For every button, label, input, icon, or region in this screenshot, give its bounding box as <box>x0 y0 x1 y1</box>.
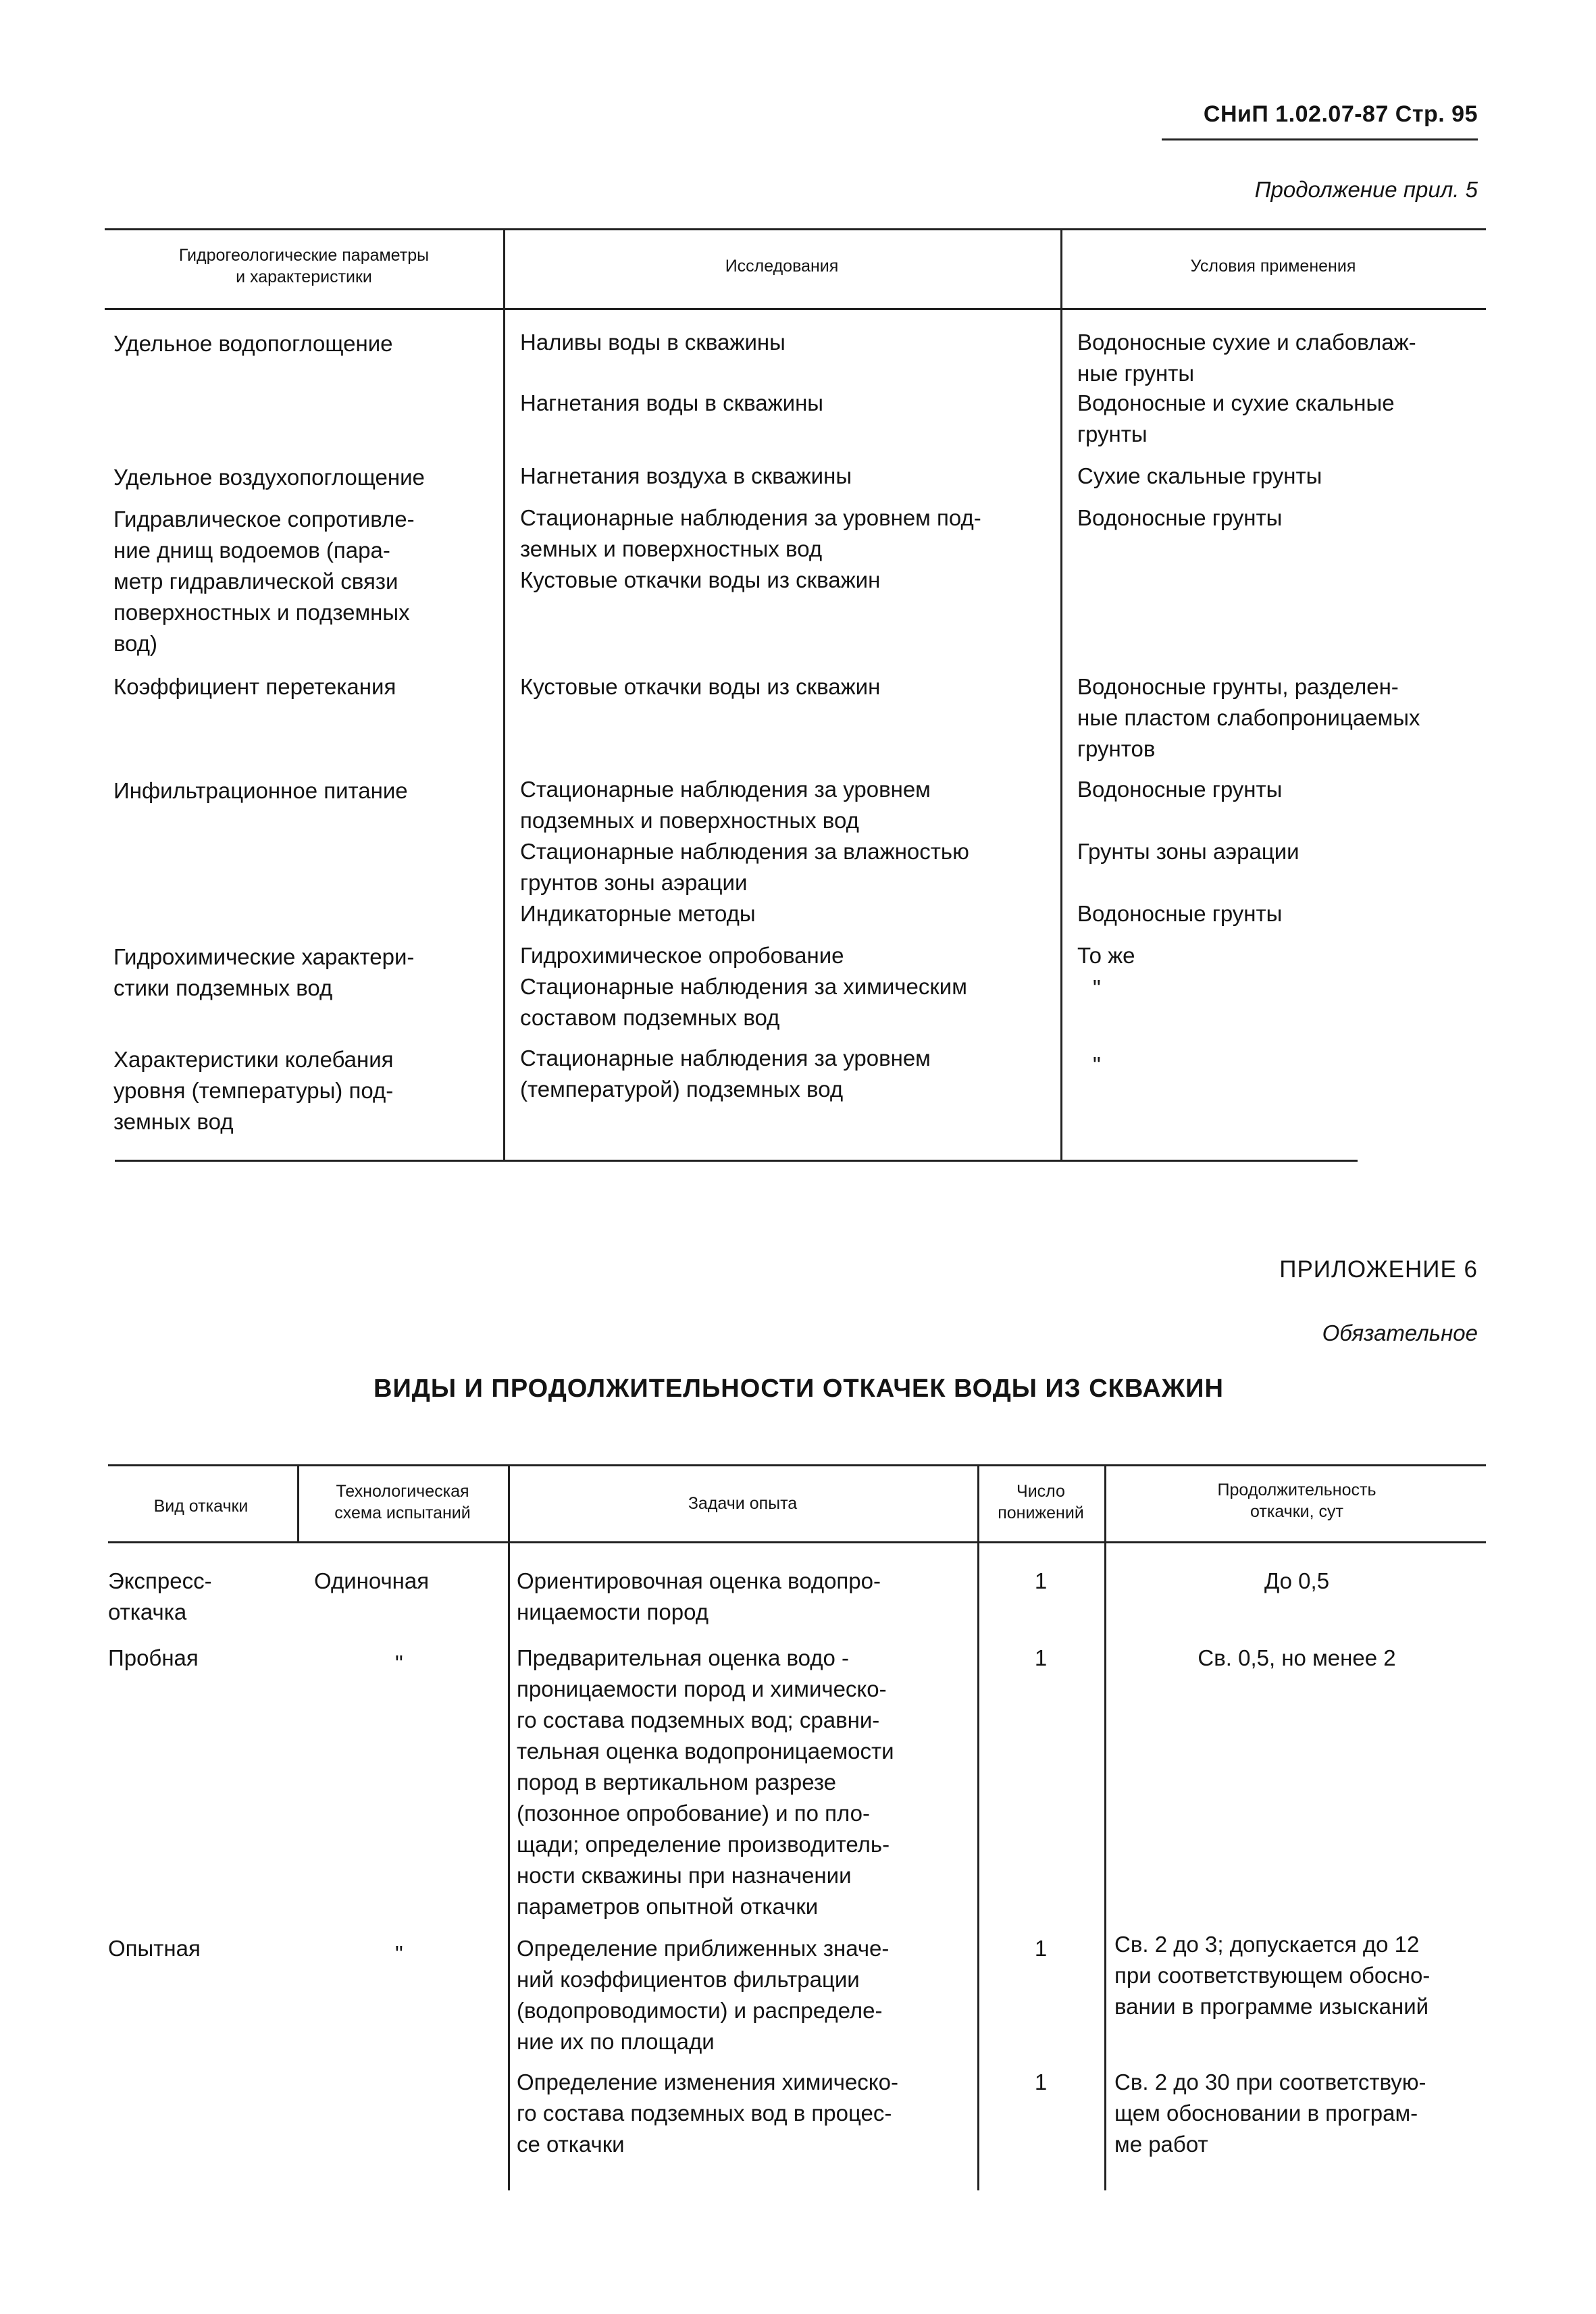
table-cell-kind: Экспресс- откачка <box>108 1568 212 1624</box>
table-cell-count: 1 <box>1034 1568 1048 1593</box>
table-cell-research: Гидрохимическое опробование <box>520 943 844 968</box>
column-header: Задачи опыта <box>688 1494 798 1513</box>
table-cell-conditions: Водоносные грунты <box>1077 505 1283 530</box>
table-bottom-border <box>115 1160 1358 1162</box>
appendix-status: Обязательное <box>1322 1320 1478 1345</box>
table-cell-conditions: " <box>1093 975 1101 1000</box>
table-cell-scheme: " <box>395 1651 403 1676</box>
table-cell-research: Стационарные наблюдения за уровнем под- земных и поверхностных вод <box>520 505 981 561</box>
table-cell-scheme: Одиночная <box>314 1568 430 1593</box>
column-header: Число понижений <box>998 1482 1084 1522</box>
column-header: Условия применения <box>1190 257 1356 276</box>
table-cell-param: Гидравлическое сопротивле- ние днищ водоемов (пара- метр гидравлической связи поверхностных и подземных вод) <box>113 507 415 656</box>
table-cell-conditions: То же <box>1077 943 1135 968</box>
table-cell-param: Удельное водопоглощение <box>113 331 393 356</box>
column-header: Гидрогеологические параметры и характеристики <box>178 246 430 286</box>
column-divider <box>1060 228 1062 1160</box>
document-reference: СНиП 1.02.07-87 Стр. 95 <box>1203 101 1478 127</box>
table-cell-conditions: Водоносные грунты, разделен- ные пластом слабопроницаемых грунтов <box>1077 674 1420 761</box>
header-rule <box>1162 138 1478 140</box>
table-cell-conditions: Водоносные и сухие скальные грунты <box>1077 390 1395 446</box>
table-cell-research: Стационарные наблюдения за химическим составом подземных вод <box>520 974 967 1030</box>
column-divider <box>977 1464 979 2190</box>
table-cell-conditions: " <box>1093 1052 1101 1077</box>
table-cell-research: Стационарные наблюдения за влажностью грунтов зоны аэрации <box>520 839 969 895</box>
column-header: Вид откачки <box>153 1497 249 1516</box>
column-header: Технологическая схема испытаний <box>334 1482 471 1522</box>
table-cell-conditions: Грунты зоны аэрации <box>1077 839 1299 864</box>
column-divider <box>1104 1464 1106 2190</box>
table-cell-param: Удельное воздухопоглощение <box>113 465 425 490</box>
table-cell-param: Коэффициент перетекания <box>113 674 396 699</box>
table-cell-param: Характеристики колебания уровня (температуры) под- земных вод <box>113 1047 394 1134</box>
table-cell-research: Кустовые откачки воды из скважин <box>520 567 881 592</box>
table-cell-scheme: " <box>395 1941 403 1966</box>
table-cell-count: 1 <box>1034 1645 1048 1670</box>
table-cell-task: Предварительная оценка водо - проницаемости пород и химическо- го состава подземных вод; сравни- тельная оценка водопроницаемости пород в вертикальном разрезе (позонное опробование) и по пло- щади; определение производитель- ности скважины при назначении параметров опытной откачки <box>517 1645 894 1919</box>
table-cell-duration: Св. 0,5, но менее 2 <box>1198 1645 1396 1670</box>
table-cell-duration: До 0,5 <box>1264 1568 1330 1593</box>
table-header-border <box>105 308 1486 310</box>
table-cell-research: Индикаторные методы <box>520 901 756 926</box>
table-cell-kind: Опытная <box>108 1936 201 1961</box>
table-top-border <box>108 1464 1486 1466</box>
table-cell-count: 1 <box>1034 1936 1048 1961</box>
table-cell-task: Определение изменения химическо- го состава подземных вод в процес- се откачки <box>517 2069 898 2157</box>
table-header-border <box>108 1541 1486 1543</box>
table-cell-research: Стационарные наблюдения за уровнем подземных и поверхностных вод <box>520 777 931 833</box>
table-cell-param: Гидрохимические характери- стики подземных вод <box>113 944 415 1000</box>
table-cell-duration: Св. 2 до 30 при соответствую- щем обосновании в програм- ме работ <box>1114 2069 1426 2157</box>
column-header: Продолжительность откачки, сут <box>1217 1481 1376 1521</box>
table-cell-research: Наливы воды в скважины <box>520 330 786 355</box>
table-cell-param: Инфильтрационное питание <box>113 778 408 803</box>
table-cell-conditions: Сухие скальные грунты <box>1077 463 1322 488</box>
column-divider <box>503 228 505 1160</box>
table-cell-research: Нагнетания воздуха в скважины <box>520 463 852 488</box>
appendix-label: ПРИЛОЖЕНИЕ 6 <box>1279 1256 1478 1283</box>
column-divider <box>508 1464 510 2190</box>
table-cell-conditions: Водоносные грунты <box>1077 777 1283 802</box>
table-cell-research: Стационарные наблюдения за уровнем (температурой) подземных вод <box>520 1046 931 1102</box>
continuation-note: Продолжение прил. 5 <box>1254 177 1478 202</box>
table-cell-count: 1 <box>1034 2069 1048 2094</box>
table-cell-conditions: Водоносные сухие и слабовлаж- ные грунты <box>1077 330 1416 386</box>
table-top-border <box>105 228 1486 230</box>
column-header: Исследования <box>725 257 839 276</box>
appendix-title: ВИДЫ И ПРОДОЛЖИТЕЛЬНОСТИ ОТКАЧЕК ВОДЫ ИЗ СКВАЖИН <box>374 1374 1224 1403</box>
table-cell-task: Определение приближенных значе- ний коэффициентов фильтрации (водопроводимости) и распределе- ние их по площади <box>517 1936 890 2054</box>
column-divider <box>297 1464 299 1542</box>
table-cell-duration: Св. 2 до 3; допускается до 12 при соответствующем обосно- вании в программе изысканий <box>1114 1932 1431 2019</box>
table-cell-task: Ориентировочная оценка водопро- ницаемости пород <box>517 1568 881 1624</box>
table-cell-conditions: Водоносные грунты <box>1077 901 1283 926</box>
table-cell-research: Нагнетания воды в скважины <box>520 390 824 415</box>
table-cell-kind: Пробная <box>108 1645 199 1670</box>
table-cell-research: Кустовые откачки воды из скважин <box>520 674 881 699</box>
